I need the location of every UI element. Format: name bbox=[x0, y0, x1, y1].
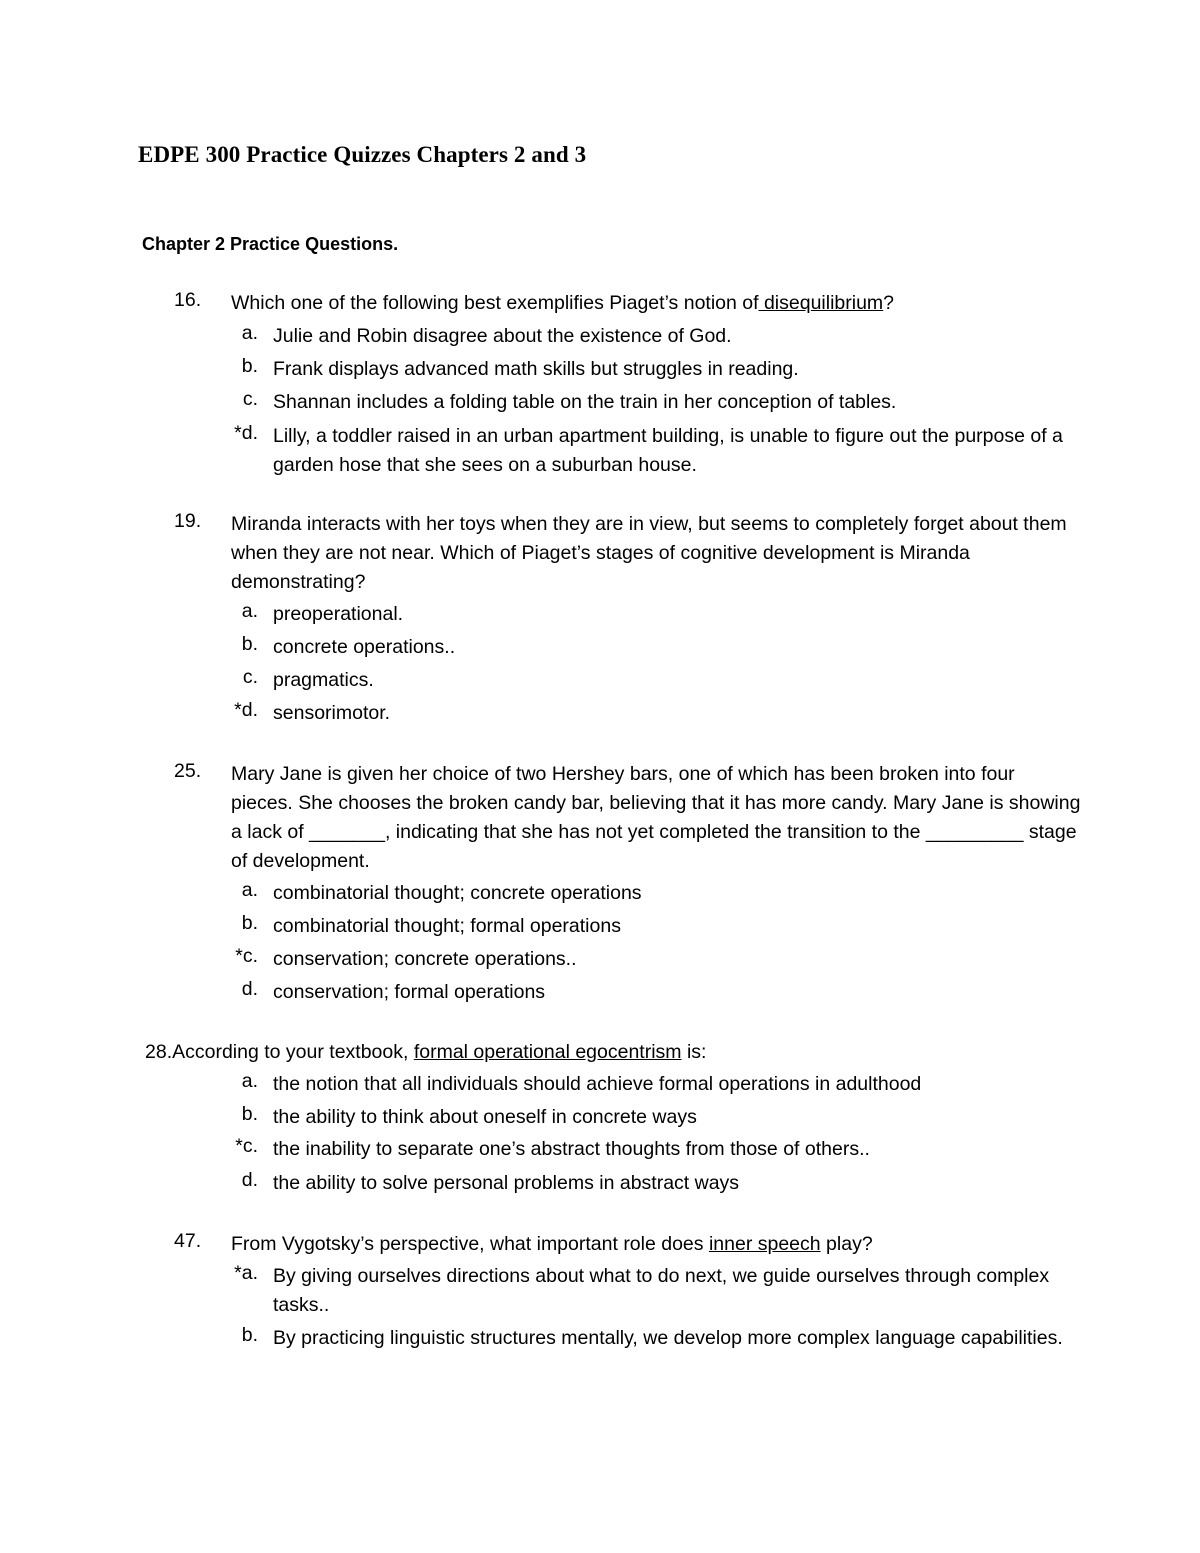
question-number: 28. bbox=[145, 1041, 173, 1063]
option-letter: a. bbox=[241, 879, 258, 901]
option-letter: b. bbox=[241, 355, 258, 377]
stem-underlined-term: inner speech bbox=[708, 1233, 821, 1255]
option-letter: c. bbox=[242, 388, 258, 410]
option-text: the ability to solve personal problems in abstract ways bbox=[273, 1172, 740, 1194]
option-text: conservation; concrete operations.. bbox=[273, 948, 577, 970]
option-text: sensorimotor. bbox=[273, 702, 391, 724]
option-text: conservation; formal operations bbox=[273, 981, 546, 1003]
question-number: 16. bbox=[174, 289, 202, 311]
question-number: 47. bbox=[174, 1230, 202, 1252]
option-letter: *d. bbox=[234, 422, 258, 444]
option-letter: d. bbox=[241, 1169, 258, 1191]
stem-text-end: ? bbox=[883, 292, 895, 314]
option-letter: *c. bbox=[235, 945, 258, 967]
stem-underlined-term: disequilibrium bbox=[758, 292, 884, 314]
option-text: the ability to think about oneself in concrete ways bbox=[273, 1106, 697, 1128]
option-letter: a. bbox=[241, 1070, 258, 1092]
option-letter: *a. bbox=[234, 1262, 258, 1284]
option-letter: a. bbox=[241, 322, 258, 344]
option-letter: b. bbox=[241, 1324, 258, 1346]
option-letter: b. bbox=[241, 912, 258, 934]
option-letter: *d. bbox=[234, 699, 258, 721]
option-text: concrete operations.. bbox=[273, 636, 456, 658]
question-number: 25. bbox=[174, 760, 202, 782]
option-letter: b. bbox=[241, 633, 258, 655]
question-stem bbox=[231, 1230, 1081, 1259]
option-text: combinatorial thought; formal operations bbox=[273, 915, 621, 937]
question-stem: Mary Jane is given her choice of two Hershey bars, one of which has been broken into four pieces. She chooses the broken candy bar, believing that it has more candy. Mary Jane is showing a lack of _______, indicating that she has not yet completed the transition to the _________ stage of development. bbox=[231, 763, 1081, 872]
option-letter: a. bbox=[241, 600, 258, 622]
option-text: the inability to separate one’s abstract thoughts from those of others.. bbox=[273, 1138, 870, 1160]
stem-text-end: play? bbox=[820, 1233, 873, 1255]
stem-underlined-term: formal operational egocentrism bbox=[413, 1041, 682, 1063]
option-text: Lilly, a toddler raised in an urban apartment building, is unable to figure out the purpose of a garden hose that she sees on a suburban house. bbox=[273, 425, 1063, 476]
option-text: By giving ourselves directions about what to do next, we guide ourselves through complex tasks.. bbox=[273, 1265, 1050, 1316]
section-heading: Chapter 2 Practice Questions. bbox=[142, 234, 399, 254]
option-text: pragmatics. bbox=[273, 669, 374, 691]
question-stem bbox=[231, 289, 1081, 318]
option-text: combinatorial thought; concrete operations bbox=[273, 882, 642, 904]
option-text: Shannan includes a folding table on the train in her conception of tables. bbox=[273, 391, 897, 413]
stem-text: Which one of the following best exemplifies Piaget’s notion of bbox=[231, 292, 759, 314]
option-text: By practicing linguistic structures mentally, we develop more complex language capabilities. bbox=[273, 1327, 1063, 1349]
option-text: the notion that all individuals should achieve formal operations in adulthood bbox=[273, 1073, 922, 1095]
option-letter: d. bbox=[241, 978, 258, 1000]
stem-text-end: is: bbox=[681, 1041, 707, 1063]
option-letter: b. bbox=[241, 1103, 258, 1125]
stem-text: From Vygotsky’s perspective, what important role does bbox=[231, 1233, 709, 1255]
document-title: EDPE 300 Practice Quizzes Chapters 2 and 3 bbox=[138, 142, 587, 167]
option-letter: c. bbox=[242, 666, 258, 688]
option-text: Frank displays advanced math skills but struggles in reading. bbox=[273, 358, 799, 380]
question-stem bbox=[145, 1038, 995, 1067]
question-number: 19. bbox=[174, 510, 202, 532]
option-letter: *c. bbox=[235, 1135, 258, 1157]
stem-text: According to your textbook, bbox=[172, 1041, 414, 1063]
option-text: preoperational. bbox=[273, 603, 404, 625]
option-text: Julie and Robin disagree about the existence of God. bbox=[273, 325, 732, 347]
question-stem: Miranda interacts with her toys when they are in view, but seems to completely forget about them when they are not near. Which of Piaget’s stages of cognitive development is Miranda demonstrating? bbox=[231, 513, 1067, 593]
